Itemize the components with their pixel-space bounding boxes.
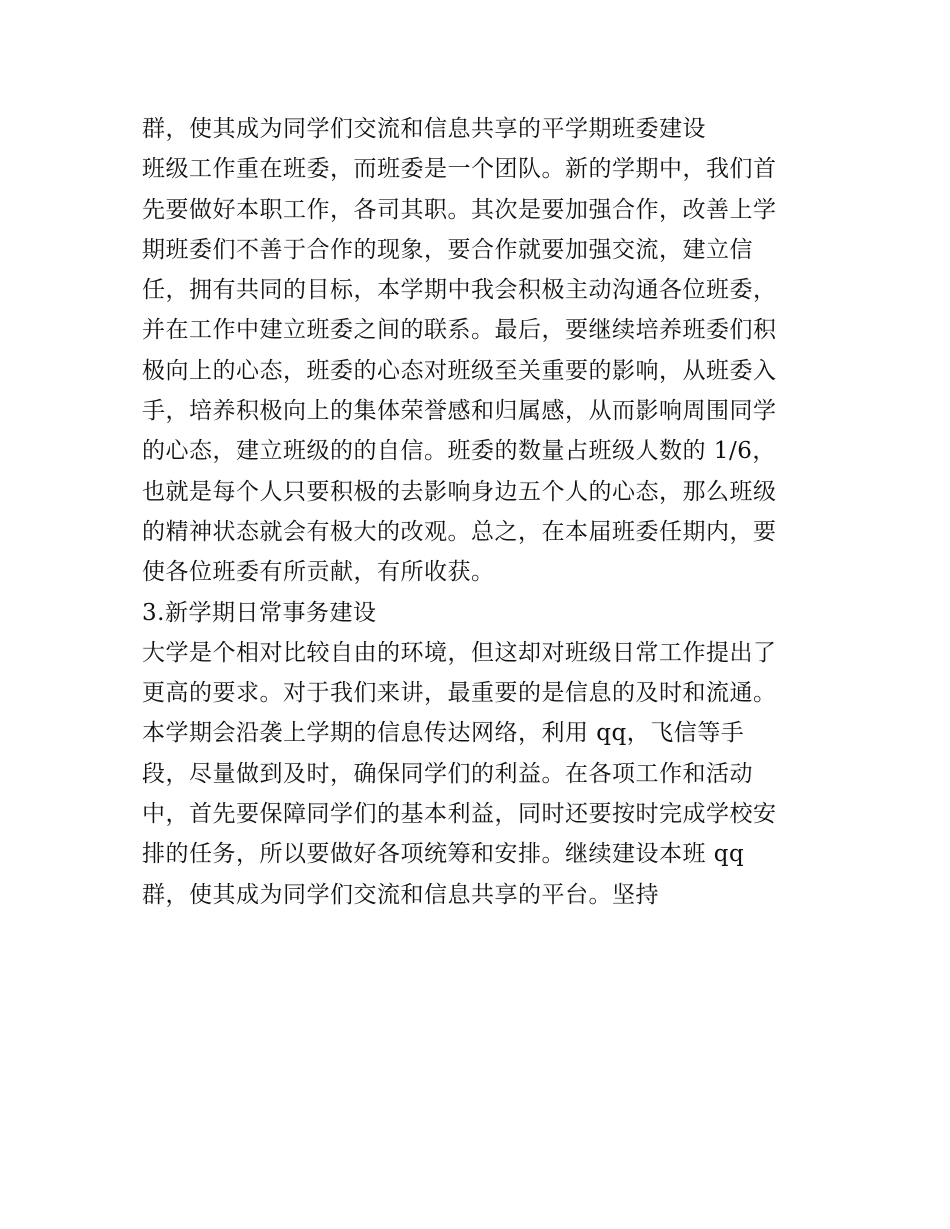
text-line: 的精神状态就会有极大的改观。总之，在本届班委任期内，要 <box>142 518 777 545</box>
text-line: 使各位班委有所贡献，有所收获。 <box>142 559 495 586</box>
text-line: 大学是个相对比较自由的环境，但这却对班级日常工作提出了 <box>142 639 777 666</box>
text-line: 更高的要求。对于我们来讲，最重要的是信息的及时和流通。 <box>142 680 777 707</box>
text-line: 的心态，建立班级的的自信。班委的数量占班级人数的 1/6， <box>142 438 776 465</box>
text-line: 并在工作中建立班委之间的联系。最后，要继续培养班委们积 <box>142 317 777 344</box>
text-line: 先要做好本职工作，各司其职。其次是要加强合作，改善上学 <box>142 196 777 223</box>
section-heading: 3.新学期日常事务建设 <box>142 599 377 626</box>
text-line: 群，使其成为同学们交流和信息共享的平台。坚持 <box>142 881 659 908</box>
text-line: 班级工作重在班委，而班委是一个团队。新的学期中，我们首 <box>142 156 777 183</box>
text-line: 也就是每个人只要积极的去影响身边五个人的心态，那么班级 <box>142 478 777 505</box>
text-line: 本学期会沿袭上学期的信息传达网络，利用 qq，飞信等手 <box>142 720 745 747</box>
body-text <box>142 109 822 915</box>
text-line: 段，尽量做到及时，确保同学们的利益。在各项工作和活动 <box>142 760 753 787</box>
text-line: 群，使其成为同学们交流和信息共享的平学期班委建设 <box>142 116 706 142</box>
text-line: 任，拥有共同的目标，本学期中我会积极主动沟通各位班委， <box>142 277 777 304</box>
text-line: 极向上的心态，班委的心态对班级至关重要的影响，从班委入 <box>142 357 777 384</box>
text-line: 期班委们不善于合作的现象，要合作就要加强交流，建立信 <box>142 236 753 263</box>
text-line: 排的任务，所以要做好各项统筹和安排。继续建设本班 qq <box>142 841 745 868</box>
text-line: 手，培养积极向上的集体荣誉感和归属感，从而影响周围同学 <box>142 398 777 425</box>
text-line: 中，首先要保障同学们的基本利益，同时还要按时完成学校安 <box>142 801 777 828</box>
